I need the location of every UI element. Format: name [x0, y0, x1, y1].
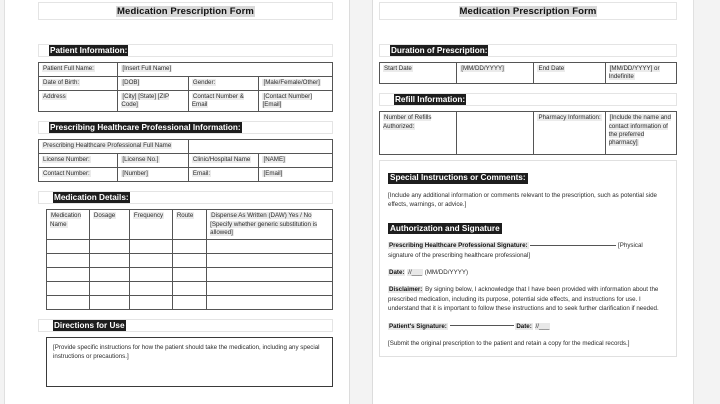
- section-label-prescriber-information: Prescribing Healthcare Professional Information:: [50, 122, 241, 132]
- cell-empty[interactable]: [172, 254, 206, 268]
- cell-text: Date of Birth:: [43, 79, 80, 86]
- prescriber-date-line: [388, 268, 668, 277]
- cell-empty[interactable]: [207, 282, 333, 296]
- date-format-hint: (MM/DD/YYYY): [424, 269, 469, 277]
- cell-empty[interactable]: [207, 240, 333, 254]
- section-label-duration: Duration of Prescription:: [391, 45, 488, 55]
- cell-text: [City] [State] [ZIP Code]: [121, 93, 170, 109]
- section-label-special-instructions: Special Instructions or Comments:: [390, 173, 526, 183]
- cell-text: End Date: [538, 65, 565, 72]
- cell-text: Contact Number & Email: [191, 93, 244, 109]
- cell-end-date-value[interactable]: [605, 63, 676, 84]
- cell-patient-full-name-value[interactable]: [118, 63, 333, 77]
- cell-empty[interactable]: [172, 282, 206, 296]
- cell-start-date-label[interactable]: [380, 63, 457, 84]
- disclaimer-label: Disclaimer:: [389, 286, 423, 294]
- cell-empty[interactable]: [129, 254, 172, 268]
- cell-empty[interactable]: [172, 296, 206, 310]
- special-instructions-and-authorization-box: [379, 160, 677, 357]
- cell-empty[interactable]: [47, 296, 90, 310]
- cell-pharmacy-label[interactable]: [534, 112, 605, 155]
- cell-text: [License No.]: [122, 156, 159, 164]
- table-row: [380, 63, 677, 84]
- directions-wrapper: [38, 337, 333, 387]
- table-row: [47, 282, 333, 296]
- cell-prescriber-contact-label[interactable]: [39, 168, 118, 182]
- cell-pharmacy-value[interactable]: [605, 112, 676, 155]
- column-header-frequency: [129, 210, 172, 240]
- cell-empty[interactable]: [129, 296, 172, 310]
- directions-placeholder: [Provide specific instructions for how the patient should take the medication, including any special instructions or precautions.]: [53, 344, 320, 361]
- cell-empty[interactable]: [47, 240, 90, 254]
- directions-textbox[interactable]: [46, 337, 333, 387]
- cell-text: Gender:: [192, 79, 216, 86]
- disclaimer-paragraph: [388, 285, 668, 313]
- spacer-after-prescriber-table: [38, 182, 333, 191]
- section-label-medication-details: Medication Details:: [54, 192, 129, 202]
- section-label-patient-information: Patient Information:: [50, 45, 128, 55]
- cell-clinic-value[interactable]: [259, 154, 333, 168]
- section-label-refill: Refill Information:: [395, 94, 466, 104]
- section-header-prescriber-information: [38, 121, 333, 134]
- footer-note: [Submit the original prescription to the patient and retain a copy for the medical records.]: [388, 340, 630, 348]
- page-gap: [350, 0, 372, 404]
- cell-text: [Contact Number] [Email]: [262, 93, 312, 109]
- cell-prescriber-name-value[interactable]: [188, 140, 332, 154]
- spacer-after-duration-table: [379, 84, 677, 93]
- cell-text: Clinic/Hospital Name: [192, 156, 251, 164]
- cell-text: Email:: [192, 170, 211, 178]
- document-title-row: [38, 2, 333, 20]
- spacer-after-patient-table: [38, 112, 333, 121]
- cell-address-value[interactable]: [118, 91, 189, 112]
- cell-text: [Insert Full Name]: [122, 65, 172, 72]
- cell-text: [Include the name and contact information of the preferred pharmacy]: [608, 114, 671, 147]
- cell-start-date-value[interactable]: [457, 63, 534, 84]
- cell-text: Medication Name: [50, 212, 81, 228]
- cell-text: [DOB]: [122, 79, 140, 86]
- cell-text: Number of Refills Authorized:: [383, 114, 432, 130]
- table-row: [47, 240, 333, 254]
- table-row: [39, 140, 333, 154]
- section-header-directions: [38, 319, 333, 332]
- cell-text: License Number:: [43, 156, 90, 164]
- column-header-dosage: [89, 210, 129, 240]
- cell-empty[interactable]: [172, 268, 206, 282]
- cell-prescriber-name-label[interactable]: [39, 140, 189, 154]
- cell-prescriber-contact-value[interactable]: [118, 168, 189, 182]
- cell-text: Patient Full Name:: [43, 65, 94, 72]
- patient-signature-line: [388, 322, 668, 331]
- cell-end-date-label[interactable]: [534, 63, 605, 84]
- cell-text: Dosage: [93, 212, 116, 220]
- cell-text: [Email]: [263, 170, 283, 178]
- section-label-authorization: Authorization and Signature: [390, 223, 500, 233]
- cell-refills-value[interactable]: [457, 112, 534, 155]
- cell-empty[interactable]: [129, 240, 172, 254]
- cell-address-label[interactable]: [39, 91, 118, 112]
- cell-empty[interactable]: [207, 268, 333, 282]
- table-row: [39, 63, 333, 77]
- medication-table-wrapper: [38, 209, 333, 310]
- section-header-refill: [379, 93, 677, 106]
- prescriber-signature-note: [Physical signature of the prescribing healthcare professional]: [388, 242, 643, 259]
- cell-empty[interactable]: [207, 254, 333, 268]
- section-header-duration: [379, 44, 677, 57]
- section-label-directions: Directions for Use: [54, 320, 125, 330]
- cell-text: Dispense As Written (DAW) Yes / No [Specify whether generic substitution is allowed]: [210, 212, 318, 236]
- cell-dob-value[interactable]: [118, 77, 189, 91]
- cell-dob-label[interactable]: [39, 77, 118, 91]
- cell-text: [Number]: [122, 170, 148, 178]
- section-header-patient-information: [38, 44, 333, 57]
- cell-gender-value[interactable]: [259, 77, 333, 91]
- special-instructions-body: [Include any additional information or comments relevant to the prescription, such as potential side effects, warnings, or advice.]: [388, 191, 657, 209]
- prescriber-signature-line: [388, 241, 668, 260]
- cell-empty[interactable]: [89, 268, 129, 282]
- page-title-2: Medication Prescription Form: [459, 5, 597, 17]
- column-header-route: [172, 210, 206, 240]
- cell-empty[interactable]: [47, 282, 90, 296]
- title-spacer: [38, 22, 333, 44]
- cell-text: Route: [176, 212, 194, 220]
- page-left: [4, 0, 350, 404]
- cell-text: Contact Number:: [43, 170, 90, 178]
- cell-empty[interactable]: [172, 240, 206, 254]
- cell-patient-full-name-label[interactable]: [39, 63, 118, 77]
- cell-empty[interactable]: [129, 268, 172, 282]
- table-row: [47, 296, 333, 310]
- table-row: [47, 268, 333, 282]
- cell-text: Frequency: [133, 212, 164, 220]
- table-row: [39, 168, 333, 182]
- cell-gender-label[interactable]: [188, 77, 259, 91]
- table-row: [47, 254, 333, 268]
- cell-prescriber-email-label[interactable]: [188, 168, 259, 182]
- cell-text: Start Date: [384, 65, 412, 72]
- cell-text: Pharmacy Information:: [538, 114, 601, 122]
- cell-text: [Male/Female/Other]: [263, 79, 320, 86]
- section-header-authorization: [388, 218, 668, 242]
- date-value[interactable]: //___: [408, 269, 422, 277]
- cell-text: [MM/DD/YYYY] or Indefinite: [608, 65, 660, 81]
- patient-signature-rule[interactable]: [450, 324, 514, 326]
- refill-table: [379, 111, 677, 155]
- section-header-special-instructions: [388, 167, 668, 191]
- table-row: [39, 91, 333, 112]
- cell-empty[interactable]: [129, 282, 172, 296]
- cell-contact-value[interactable]: [259, 91, 333, 112]
- cell-text: Address: [43, 93, 66, 100]
- cell-license-value[interactable]: [118, 154, 189, 168]
- cell-empty[interactable]: [89, 282, 129, 296]
- cell-refills-label[interactable]: [380, 112, 457, 155]
- cell-empty[interactable]: [89, 296, 129, 310]
- cell-empty[interactable]: [89, 254, 129, 268]
- section-header-medication-details: [38, 191, 333, 204]
- patient-information-table: [38, 62, 333, 112]
- spacer-after-medication-table: [38, 310, 333, 319]
- cell-text: Prescribing Healthcare Professional Full Name: [43, 142, 172, 150]
- prescriber-signature-rule[interactable]: [530, 244, 616, 246]
- cell-license-label[interactable]: [39, 154, 118, 168]
- patient-date-value[interactable]: //___: [535, 322, 550, 330]
- patient-date-label: Date:: [516, 322, 532, 330]
- title-spacer-2: [379, 22, 677, 44]
- cell-empty[interactable]: [47, 254, 90, 268]
- cell-clinic-label[interactable]: [188, 154, 259, 168]
- prescriber-signature-label: Prescribing Healthcare Professional Signature:: [389, 242, 528, 250]
- table-row: [39, 154, 333, 168]
- table-row: [380, 112, 677, 155]
- page-title: Medication Prescription Form: [117, 5, 254, 17]
- cell-prescriber-email-value[interactable]: [259, 168, 333, 182]
- cell-text: [NAME]: [263, 156, 285, 164]
- duration-table: [379, 62, 677, 84]
- table-header-row: [47, 210, 333, 240]
- prescriber-information-table: [38, 139, 333, 182]
- page-right: [372, 0, 694, 404]
- patient-signature-label: Patient's Signature:: [389, 322, 447, 330]
- cell-empty[interactable]: [47, 268, 90, 282]
- date-label: Date:: [389, 269, 405, 277]
- cell-empty[interactable]: [89, 240, 129, 254]
- document-title-row-2: [379, 2, 677, 20]
- cell-text: [MM/DD/YYYY]: [461, 65, 504, 72]
- column-header-daw: [207, 210, 333, 240]
- cell-empty[interactable]: [207, 296, 333, 310]
- disclaimer-text: By signing below, I acknowledge that I have been provided with information about the prescribed medication, including its purpose, potential side effects, and instructions for use. I understand that it is important to follow these instructions and to seek further clarification if needed.: [388, 286, 659, 313]
- table-row: [39, 77, 333, 91]
- column-header-medication-name: [47, 210, 90, 240]
- cell-contact-label[interactable]: [188, 91, 259, 112]
- medication-details-table: [46, 209, 333, 310]
